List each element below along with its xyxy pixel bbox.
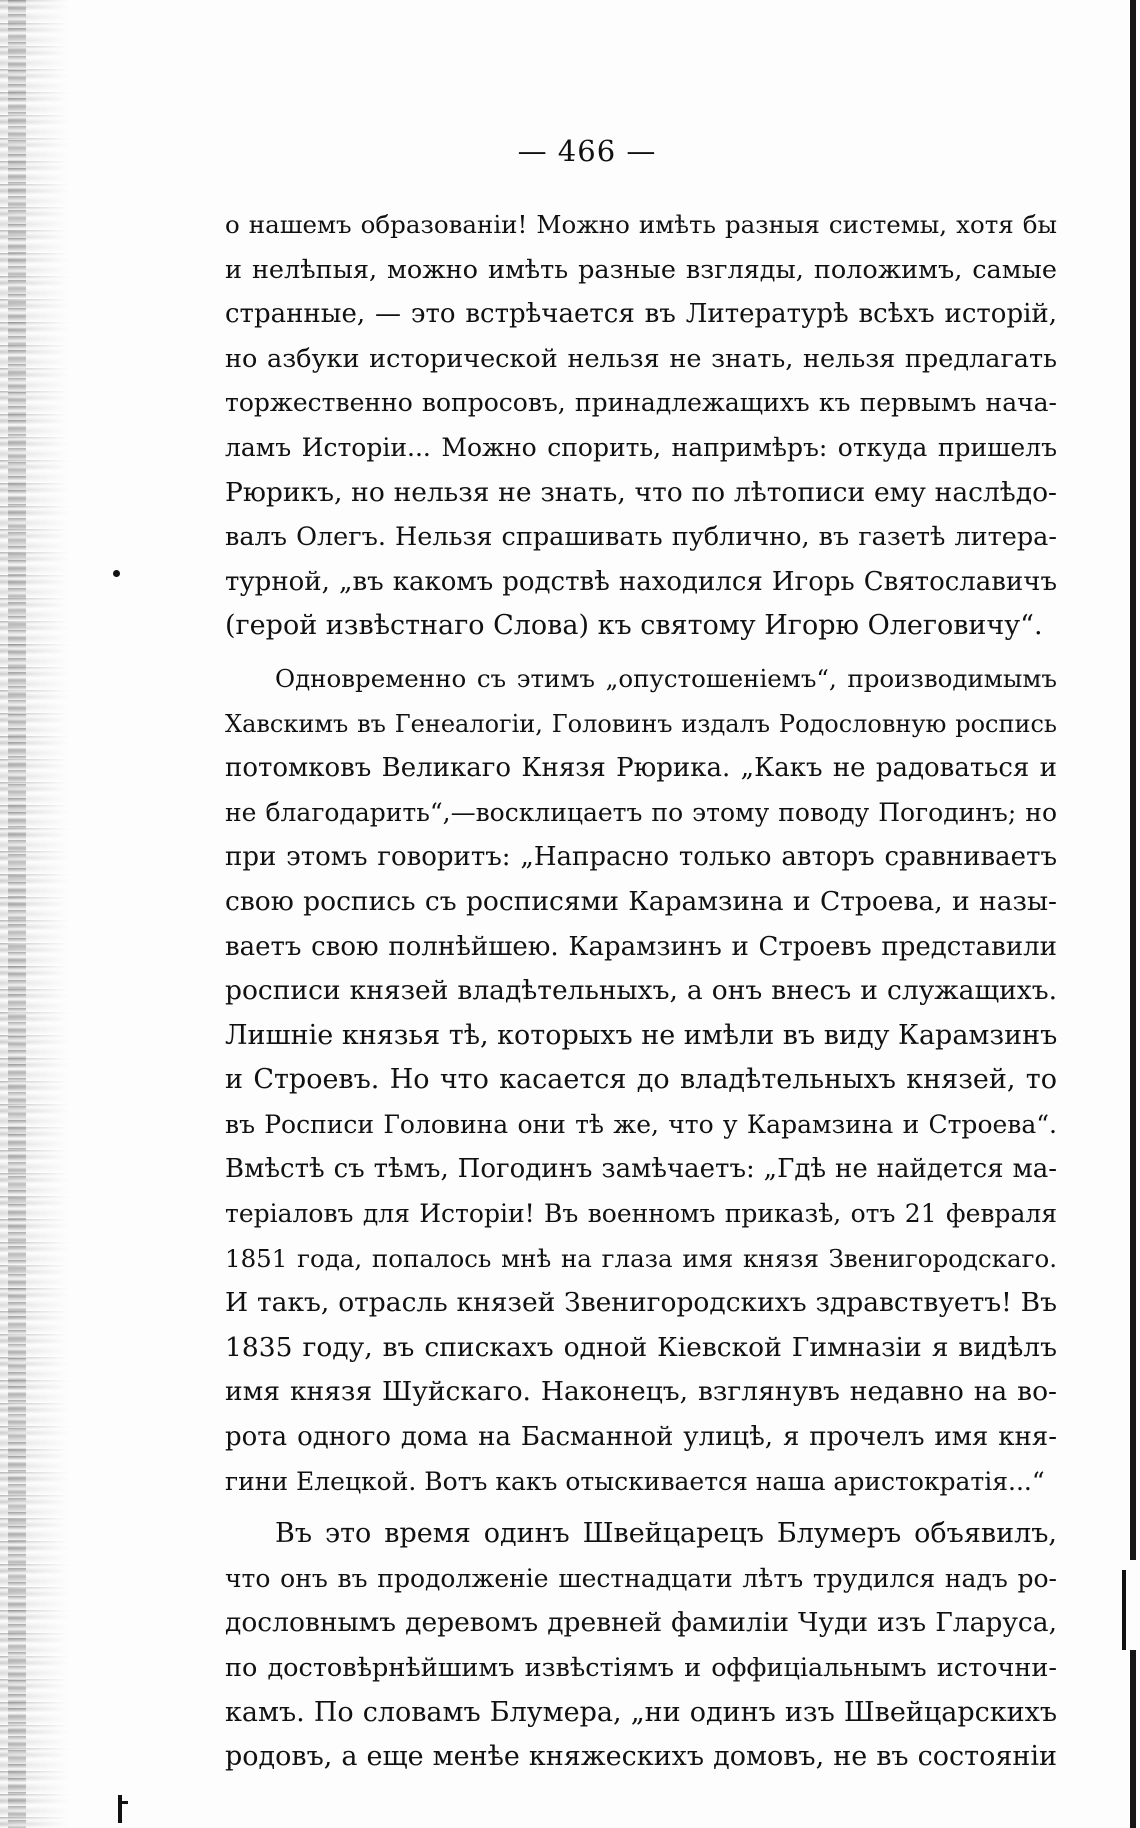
text-line: рота одного дома на Басманной улицѣ, я прочелъ имя кня- (225, 1422, 1057, 1453)
scan-right-binding-gap (1130, 1560, 1136, 1650)
text-line: Рюрикъ, но нельзя не знать, что по лѣтописи ему наслѣдо- (225, 476, 1057, 508)
text-line: (герой извѣстнаго Слова) къ святому Игорю Олеговичу“. (225, 610, 1043, 642)
text-line: Одновременно съ этимъ „опустошеніемъ“, производимымъ (275, 663, 1057, 693)
paragraph-gap (225, 1504, 1057, 1512)
text-line: Хавскимъ въ Генеалогіи, Головинъ издалъ Родословную роспись (225, 709, 1057, 738)
text-line: родовъ, а еще менѣе княжескихъ домовъ, не въ состояніи (225, 1741, 1057, 1773)
scan-right-tick (1122, 1570, 1126, 1650)
text-line: потомковъ Великаго Князя Рюрика. „Какъ не радоваться и (225, 753, 1057, 784)
text-line: о нашемъ образованіи! Можно имѣть разныя системы, хотя бы (225, 210, 1057, 239)
text-line: ваетъ свою полнѣйшею. Карамзинъ и Строевъ представили (225, 931, 1057, 962)
text-line: по достовѣрнѣйшимъ извѣстіямъ и оффиціальнымъ источни- (225, 1653, 1057, 1683)
text-line: валъ Олегъ. Нельзя спрашивать публично, въ газетѣ литера- (225, 522, 1057, 553)
body-text (225, 203, 1057, 1780)
text-line: торжественно вопросовъ, принадлежащихъ къ первымъ нача- (225, 388, 1057, 418)
text-line: камъ. По словамъ Блумера, „ни одинъ изъ Швейцарскихъ (225, 1696, 1057, 1728)
text-line: ламъ Исторіи... Можно спорить, напримѣръ: откуда пришелъ (225, 432, 1057, 462)
text-line: въ Росписи Головина они тѣ же, что у Карамзина и Строева“. (225, 1109, 1057, 1139)
text-line: росписи князей владѣтельныхъ, а онъ внесъ и служащихъ. (225, 975, 1057, 1007)
text-line: но азбуки исторической нельзя не знать, нельзя предлагать (225, 343, 1057, 374)
text-line: Вмѣстѣ съ тѣмъ, Погодинъ замѣчаетъ: „Гдѣ не найдется ма- (225, 1154, 1057, 1185)
text-line: и Строевъ. Но что касается до владѣтельныхъ князей, то (225, 1064, 1057, 1096)
text-line: гини Елецкой. Вотъ какъ отыскивается наша аристократія...“ (225, 1466, 1045, 1496)
text-line: и нелѣпыя, можно имѣть разные взгляды, положимъ, самые (225, 254, 1057, 285)
ink-dot (113, 570, 120, 577)
paragraph-gap (225, 649, 1057, 657)
text-line: свою роспись съ росписями Карамзина и Строева, и назы- (225, 885, 1057, 917)
text-line: Въ это время одинъ Швейцарецъ Блумеръ объявилъ, (275, 1518, 1057, 1550)
text-line: странные, — это встрѣчается въ Литературѣ всѣхъ исторій, (225, 299, 1057, 330)
scan-right-binding-line (1130, 0, 1136, 1828)
text-line: при этомъ говоритъ: „Напрасно только авторъ сравниваетъ (225, 842, 1057, 873)
text-line: дословнымъ деревомъ древней фамиліи Чуди изъ Гларуса, (225, 1607, 1057, 1639)
text-line: теріаловъ для Исторіи! Въ военномъ приказѣ, отъ 21 февраля (225, 1199, 1057, 1229)
text-line: 1835 году, въ спискахъ одной Кіевской Гимназіи я видѣлъ (225, 1331, 1057, 1363)
text-line: турной, „въ какомъ родствѣ находился Игорь Святославичъ (225, 566, 1057, 597)
scan-left-edge-streaks (8, 0, 26, 1828)
text-line: имя князя Шуйскаго. Наконецъ, взглянувъ недавно на во- (225, 1376, 1057, 1408)
text-line: что онъ въ продолженіе шестнадцати лѣтъ трудился надъ ро- (225, 1563, 1057, 1593)
text-line: И такъ, отрасль князей Звенигородскихъ здравствуетъ! Въ (225, 1287, 1057, 1319)
bottom-print-mark (118, 1795, 122, 1823)
text-line: не благодарить“,—восклицаетъ по этому поводу Погодинъ; но (225, 797, 1057, 827)
page-number: — 466 — (517, 134, 657, 168)
text-line: Лишніе князья тѣ, которыхъ не имѣли въ виду Карамзинъ (225, 1019, 1057, 1051)
text-line: 1851 года, попалось мнѣ на глаза имя князя Звенигородскаго. (225, 1243, 1057, 1273)
